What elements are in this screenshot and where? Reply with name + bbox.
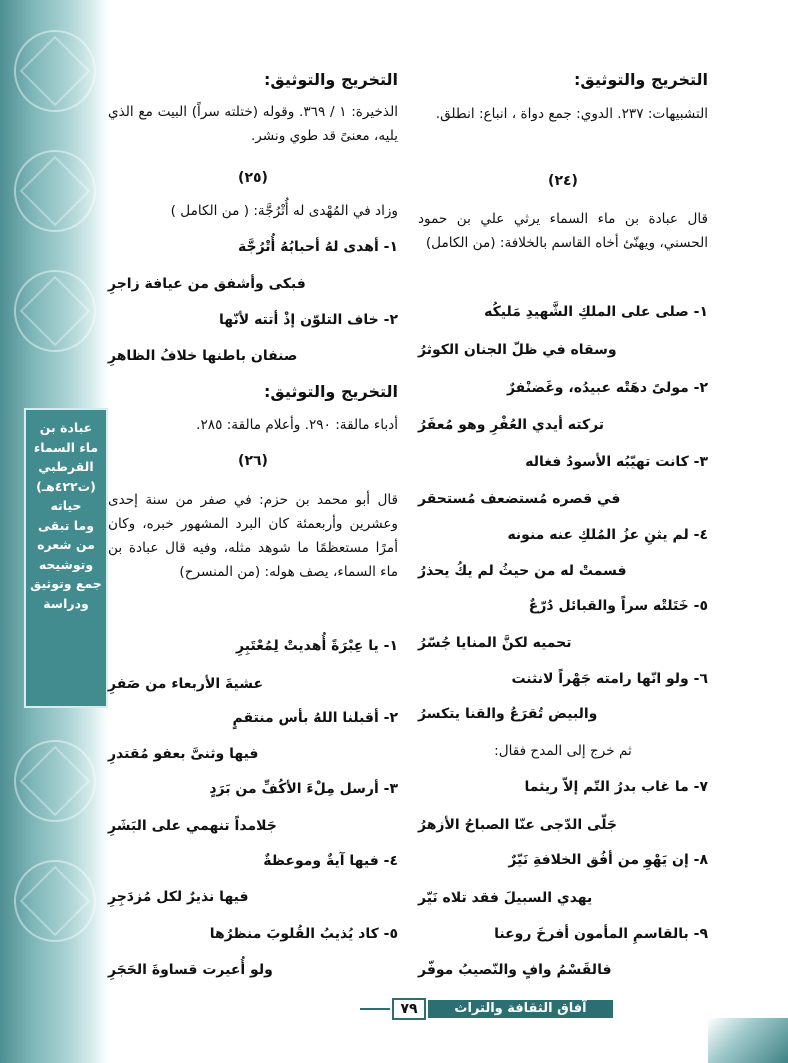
verse-second-hemistich: فبكى وأشفق من عيافة زاجرِ (108, 276, 306, 292)
verse-second-hemistich: فيها وثنىَّ بعفو مُقتدرِ (108, 746, 259, 762)
poem-intro: قال أبو محمد بن حزم: في صفر من سنة إحدى وعشرين وأربعمئة كان البرد المشهور خبره، وكان أمرًا مستعظمًا ما شوهد مثله، وفيه قال عبادة بن ماء السماء، يصف هوله: (من المنسرح) (108, 492, 398, 580)
verse-second-hemistich: فالقَسْمُ وافٍ والنّصيبُ موفّر (418, 962, 612, 978)
sidebar-line: ودراسة (43, 595, 89, 611)
poem-intro: قال عبادة بن ماء السماء يرثي علي بن حمود الحسني، ويهنّئ أخاه القاسم بالخلافة: (من الكامل) (418, 211, 708, 251)
sidebar-line: وتوشيحه (38, 556, 94, 572)
poem-number: (٢٦) (238, 453, 268, 469)
sidebar-line: حياته (50, 498, 82, 513)
ornament-circle (14, 150, 96, 232)
verse-second-hemistich: فسمتْ له من حيثُ لم يكُ يحذرُ (418, 563, 627, 579)
verse-first-hemistich: ٨- إن يَهْوِ من أفُق الخلافةِ نَيّرٌ (508, 852, 708, 868)
verse-first-hemistich: ٥- خَتَلتْه سراً والقبائل دُرّعٌ (528, 598, 708, 614)
verse-second-hemistich: تركته أيدي العُفْرِ وهو مُعفَرُ (418, 417, 605, 433)
verse-second-hemistich: عشيةَ الأربعاء من صَفرِ (108, 676, 264, 692)
verse-second-hemistich: في قصره مُستضعف مُستحقر (418, 491, 621, 507)
sidebar-line: جمع وتوثيق (30, 576, 102, 591)
section-heading: التخريج والتوثيق: (264, 70, 398, 89)
verse-first-hemistich: ٢- مولىً دهَتْه عبيدُه، وغَضنْفرٌ (506, 380, 708, 396)
poem-intro: وزاد في المُهْدى له أُتْرُجَّة: ( من الكامل ) (170, 203, 398, 219)
corner-decoration (708, 1018, 788, 1063)
verse-first-hemistich: ٦- ولو انّها رامته جَهْراً لانثنت (511, 671, 708, 687)
verse-second-hemistich: تحميه لكنَّ المنايا جُسّرُ (418, 635, 572, 651)
verse-second-hemistich: والبيض تُقرَعُ والقنا يتكسرُ (418, 706, 598, 722)
footer-rule (360, 1008, 390, 1010)
references: الذخيرة: ١ / ٣٦٩. وقوله (ختلته سراً) البيت مع الذي يليه، معنىً قد طوي ونشر. (108, 104, 398, 144)
verse-first-hemistich: ١- يا عِبْرَةً أُهديتْ لِمُعْتَبِرِ (236, 638, 398, 654)
verse-second-hemistich: فيها نذيرٌ لكل مُزدَجِرِ (108, 889, 249, 905)
sidebar-line: ماء السماء (33, 439, 99, 455)
verse-first-hemistich: ٢- أقبلنا اللهُ بأس منتقمٍ (232, 710, 398, 726)
references: التشبيهات: ٢٣٧. الدوي: جمع دواة ، انباع: انطلق. (435, 106, 708, 122)
verse-first-hemistich: ٧- ما غاب بدرُ التّم إلاّ ريثما (524, 779, 708, 795)
verse-second-hemistich: صنفان باطنها خلافُ الظاهرِ (108, 348, 298, 364)
verse-first-hemistich: ٤- لم يثنِ عزُ المُلكِ عنه منونه (507, 527, 708, 543)
sidebar-line: القرطبي (38, 459, 94, 474)
section-heading: التخريج والتوثيق: (574, 70, 708, 89)
ornament-circle (14, 860, 96, 942)
sidebar-line: (ت٤٢٢هـ) (36, 478, 96, 494)
verse-first-hemistich: ٤- فيها آيةٌ وموعظةٌ (263, 853, 398, 869)
verse-second-hemistich: يهدي السبيلَ فقد تلاه نَيّر (418, 890, 593, 906)
verse-first-hemistich: ١- أهدى لهُ أحبابُهُ أُتْرُجَّة (238, 239, 398, 255)
journal-title: آفاق الثقافة والتراث (428, 1000, 613, 1018)
verse-second-hemistich: جَلّى الدّجى عنّا الصباحُ الأزهرُ (418, 817, 618, 833)
verse-first-hemistich: ٥- كاد يُذيبُ القُلوبَ منظرُها (209, 926, 398, 942)
sidebar-article-title (24, 418, 108, 613)
section-heading: التخريج والتوثيق: (264, 382, 398, 401)
ornament-circle (14, 740, 96, 822)
sidebar-line: وما تبقى (38, 517, 94, 533)
verse-first-hemistich: ٢- خاف التلوّن إذْ أتته لأنّها (219, 312, 398, 328)
verse-second-hemistich: جَلامداً تنهمي على البَشَرِ (108, 818, 277, 834)
verse-second-hemistich: وسقاه في ظلّ الجنان الكوثرُ (418, 342, 617, 358)
page-number: ٧٩ (392, 998, 426, 1020)
ornament-circle (14, 30, 96, 112)
verse-first-hemistich: ١- صلى على الملكِ الشَّهيدِ مَليكُه (484, 304, 708, 320)
poem-number: (٢٥) (238, 170, 268, 186)
poem-number: (٢٤) (548, 173, 578, 189)
transition-text: ثم خرج إلى المدح فقال: (494, 743, 632, 759)
ornament-circle (14, 270, 96, 352)
verse-second-hemistich: ولو أُعيرت قساوةَ الحَجَرِ (108, 962, 273, 978)
sidebar-line: من شعره (37, 537, 95, 552)
verse-first-hemistich: ٣- أرسل مِلْءَ الأكُفِّ من بَرَدٍ (209, 781, 398, 797)
verse-first-hemistich: ٩- بالقاسمِ المأمون أفرخَ روعنا (494, 926, 708, 942)
references: أدباء مالقة: ٢٩٠. وأعلام مالقة: ٢٨٥. (196, 417, 398, 433)
sidebar-line: عبادة بن (39, 420, 93, 435)
verse-first-hemistich: ٣- كانت تهيّبُه الأسودُ فغاله (525, 454, 708, 470)
